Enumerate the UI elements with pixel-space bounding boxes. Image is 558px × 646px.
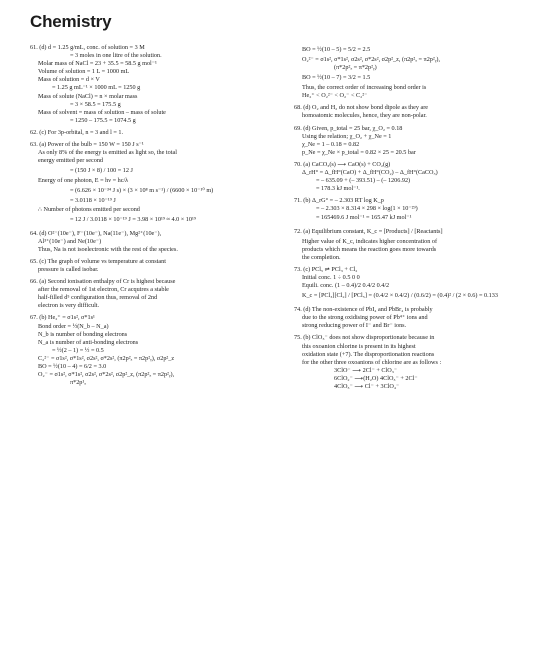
right-text-line: Equili. conc. (1 – 0.4)/2 0.4/2 0.4/2 <box>302 282 390 290</box>
right-text-line: = 165469.6 J mol⁻¹ = 165.47 kJ mol⁻¹ <box>316 213 412 221</box>
left-text-line: Al³⁺(10e⁻) and Ne(10e⁻) <box>38 237 102 245</box>
right-text-line: due to the strong oxidising power of Pb⁴⁺ ions and <box>302 314 428 322</box>
left-text-line: ∴ Number of photons emitted per second <box>38 205 140 213</box>
left-text-line: Bond order = ½(N_b – N_a) <box>38 322 109 330</box>
left-text-line: N_a is number of anti-bonding electrons <box>38 338 139 346</box>
left-text-line: Volume of solution = 1 L = 1000 mL <box>38 68 130 76</box>
left-text-line: Thus, Na is not isoelectronic with the rest of the species. <box>38 245 178 253</box>
right-text-line: 74. (d) The non-existence of PbI₄ and PbBr₄ is probably <box>294 306 433 314</box>
right-text-line: for the other three oxoanions of chlorine are as follows : <box>302 358 442 366</box>
right-text-line: products which means the reaction goes more towards <box>302 245 437 253</box>
right-text-line: 68. (d) O₂ and H₂ do not show bond dipole as they are <box>294 104 429 112</box>
right-text-line: 75. (b) ClO₃⁻ does not show disproportionate because in <box>294 334 435 342</box>
right-text-line: Δ_rH° = Δ_fH°(CaO) + Δ_fH°(CO₂) – Δ_fH°(CaCO₃) <box>302 169 438 177</box>
right-text-line: 70. (a) CaCO₃(s) ⟶ CaO(s) + CO₂(g) <box>294 160 391 168</box>
left-text-line: N_b is number of bonding electrons <box>38 330 128 338</box>
right-text-line: Higher value of K_c, indicates higher concentration of <box>302 237 438 245</box>
right-text-line: Using the relation; χ_O₂ + χ_Ne = 1 <box>302 132 392 140</box>
left-text-line: 62. (c) For 3p-orbital, n = 3 and l = 1. <box>30 128 124 136</box>
left-text-line: = 3 moles in one litre of the solution. <box>70 52 162 60</box>
right-text-line: O₂²⁻ = σ1s², σ*1s², σ2s², σ*2s², σ2p²_z, (π2p²ₓ = π2p²ᵧ), <box>302 56 440 63</box>
left-text-line: 64. (d) O²⁻(10e⁻), F⁻(10e⁻), Na(11e⁻), Mg²⁺(10e⁻), <box>30 229 162 237</box>
right-text-line: 3ClO⁻ ⟶ 2Cl⁻ + ClO₃⁻ <box>334 366 398 374</box>
left-text-line: BO = ½(10 – 4) = 6/2 = 3.0 <box>38 363 107 370</box>
right-text-line: strong reducing power of I⁻ and Br⁻ ions. <box>302 322 407 330</box>
left-text-line: 63. (a) Power of the bulb = 150 W = 150 J s⁻¹ <box>30 141 144 149</box>
left-text-line: Mass of solvent = mass of solution – mass of solute <box>38 108 166 116</box>
right-column <box>294 44 534 391</box>
right-text-line: BO = ½(10 – 5) = 5/2 = 2.5 <box>302 46 371 53</box>
left-text-line: = 3.0118 × 10⁻¹⁹ J <box>70 197 116 205</box>
right-text-line: 72. (a) Equilibrium constant, K_c = [Products] / [Reactants] <box>294 227 443 235</box>
left-text-line: = 12 J / 3.0118 × 10⁻¹⁹ J = 3.98 × 10¹⁹ ≈ 4.0 × 10¹⁹ <box>70 215 196 223</box>
left-text-line: = 1250 – 175.5 = 1074.5 g <box>70 116 136 124</box>
left-text-line: after the removal of 1st electron, Cr acquires a stable <box>38 286 169 294</box>
left-text-line: pressure is called isobar. <box>38 265 99 273</box>
left-text-line: electron is very difficult. <box>38 302 100 310</box>
left-text-line: 67. (b) He₂⁺ = σ1s², σ*1s¹ <box>30 314 95 322</box>
right-text-line: 69. (d) Given, p_total = 25 bar, χ_O₂ = 0.18 <box>294 124 403 132</box>
right-text-line: = 178.3 kJ mol⁻¹. <box>316 185 360 193</box>
right-text-line: 73. (c) PCl₅ ⇌ PCl₃ + Cl₂ <box>294 265 358 273</box>
left-text-line: Molar mass of NaCl = 23 + 35.5 = 58.5 g mol⁻¹ <box>38 60 157 68</box>
left-text-line: 61. (d) d = 1.25 g/mL, conc. of solution = 3 M <box>30 44 145 51</box>
left-text-line: π*2p¹ₓ <box>70 379 87 387</box>
right-text-line: = – 2.303 × 8.314 × 298 × log(1 × 10⁻²⁹) <box>316 205 418 213</box>
right-text-line: Initial conc. 1 ÷ 0.5 0 0 <box>302 273 360 281</box>
right-text-line: He₂⁺ < O₂²⁻ < O₂⁻ < C₂²⁻ <box>302 92 368 100</box>
left-text-line: 65. (c) The graph of volume vs temperature at constant <box>30 257 166 265</box>
right-text-line: Thus, the correct order of increasing bond order is <box>302 84 427 92</box>
left-text-line: = ½(2 – 1) = ½ = 0.5 <box>52 346 104 354</box>
left-text-line: Energy of one photon, E = hν = hc/λ <box>38 177 129 185</box>
right-text-line: K_c = [PCl₃][Cl₂] / [PCl₅] = (0.4/2 × 0.4/2) / (0.6/2) = (0.4)² / (2 × 0.6) = 0.133 <box>302 292 498 300</box>
left-text-line: Mass of solute (NaCl) = n × molar mass <box>38 92 138 100</box>
right-text-line: the completion. <box>302 253 341 261</box>
right-text-line: 71. (b) Δ_rG° = – 2.303 RT log K_p <box>294 197 384 205</box>
right-text-line: 6ClO₂⁻ ⟶(H₂O) 4ClO₃⁻ + 2Cl⁻ <box>334 374 418 382</box>
left-text-line: = 1.25 g mL⁻¹ × 1000 mL = 1250 g <box>52 84 141 92</box>
page-title: Chemistry <box>30 12 112 31</box>
left-text-line: = (150 J × 8) / 100 = 12 J <box>70 167 133 175</box>
left-text-line: = 3 × 58.5 = 175.5 g <box>70 100 121 108</box>
left-text-line: Mass of solution = d × V <box>38 76 100 84</box>
right-text-line: = – 635.09 + (– 393.51) – (– 1206.92) <box>316 177 411 185</box>
left-text-line: half-filled d⁵ configuration thus, removal of 2nd <box>38 294 158 302</box>
left-text-line: As only 8% of the energy is emitted as light so, the total <box>38 149 177 157</box>
left-text-line: O₂⁻ = σ1s², σ*1s², σ2s², σ*2s², σ2p²_z, (π2p²ₓ = π2p²ᵧ), <box>38 371 175 379</box>
left-text-line: C₂²⁻ = σ1s², σ*1s², σ2s², σ*2s², (π2p²ₓ = π2p²ᵧ), σ2p²_z <box>38 354 175 362</box>
right-text-line: p_Ne = χ_Ne × p_total = 0.82 × 25 = 20.5 bar <box>302 148 416 156</box>
left-text-line: = (6.626 × 10⁻³⁴ J s) × (3 × 10⁸ m s⁻¹) / (6600 × 10⁻¹⁰ m) <box>70 187 214 195</box>
right-text-line: homoatomic molecules, hence, they are non-polar. <box>302 112 427 120</box>
left-text-line: 66. (a) Second ionisation enthalpy of Cr is highest because <box>30 278 176 286</box>
right-text-line: 4ClO₃⁻ ⟶ Cl⁻ + 3ClO₄⁻ <box>334 383 400 390</box>
right-text-line: (π*2p²ₓ = π*2p²ᵧ) <box>334 64 377 72</box>
left-column <box>30 44 278 387</box>
right-text-line: χ_Ne = 1 – 0.18 = 0.82 <box>302 140 360 148</box>
right-text-line: this oxoanion chlorine is present in its highest <box>302 342 416 350</box>
left-text-line: energy emitted per second <box>38 157 104 165</box>
right-text-line: BO = ½(10 – 7) = 3/2 = 1.5 <box>302 74 371 82</box>
right-text-line: oxidation state (+7). The disproportionation reactions <box>302 350 435 358</box>
